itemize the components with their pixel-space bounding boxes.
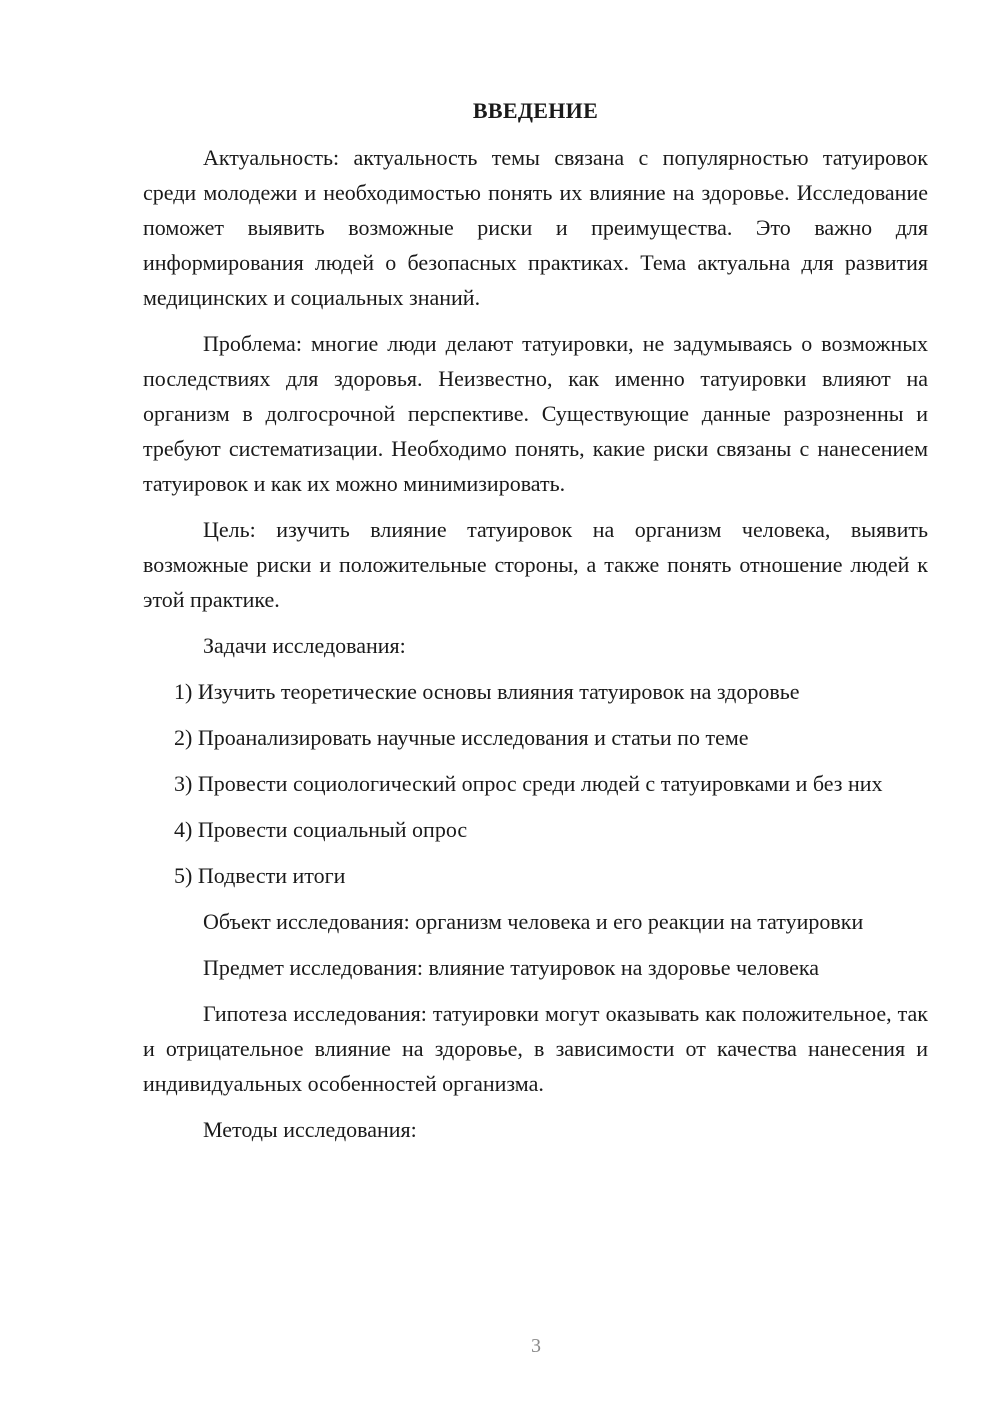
- tasks-heading: Задачи исследования:: [203, 633, 406, 658]
- task-item: 5) Подвести итоги: [174, 863, 346, 888]
- task-item: 1) Изучить теоретические основы влияния татуировок на здоровье: [174, 679, 800, 704]
- task-item: 2) Проанализировать научные исследования и статьи по теме: [174, 725, 749, 750]
- relevance-paragraph: Актуальность: актуальность темы связана с популярностью татуировок среди молодежи и необходимостью понять их влияние на здоровье. Исследование поможет выявить возможные риски и преимущества. Это важно для информирования людей о безопасных практиках. Тема актуальна для развития медицинских и социальных знаний.: [143, 145, 928, 310]
- methods-heading: Методы исследования:: [203, 1117, 417, 1142]
- page-content: [143, 96, 928, 1158]
- object-paragraph: Объект исследования: организм человека и его реакции на татуировки: [203, 909, 864, 934]
- page-number: 3: [531, 1335, 541, 1357]
- task-item: 4) Провести социальный опрос: [174, 817, 468, 842]
- subject-paragraph: Предмет исследования: влияние татуировок на здоровье человека: [203, 955, 819, 980]
- task-item: 3) Провести социологический опрос среди людей с татуировками и без них: [174, 771, 883, 796]
- goal-paragraph: Цель: изучить влияние татуировок на организм человека, выявить возможные риски и положительные стороны, а также понять отношение людей к этой практике.: [143, 517, 928, 612]
- hypothesis-paragraph: Гипотеза исследования: татуировки могут оказывать как положительное, так и отрицательное влияние на здоровье, в зависимости от качества нанесения и индивидуальных особенностей организма.: [143, 1001, 928, 1096]
- section-heading: ВВЕДЕНИЕ: [472, 98, 599, 123]
- problem-paragraph: Проблема: многие люди делают татуировки, не задумываясь о возможных последствиях для здоровья. Неизвестно, как именно татуировки влияют на организм в долгосрочной перспективе. Существующие данные разрозненны и требуют систематизации. Необходимо понять, какие риски связаны с нанесением татуировок и как их можно минимизировать.: [143, 331, 928, 496]
